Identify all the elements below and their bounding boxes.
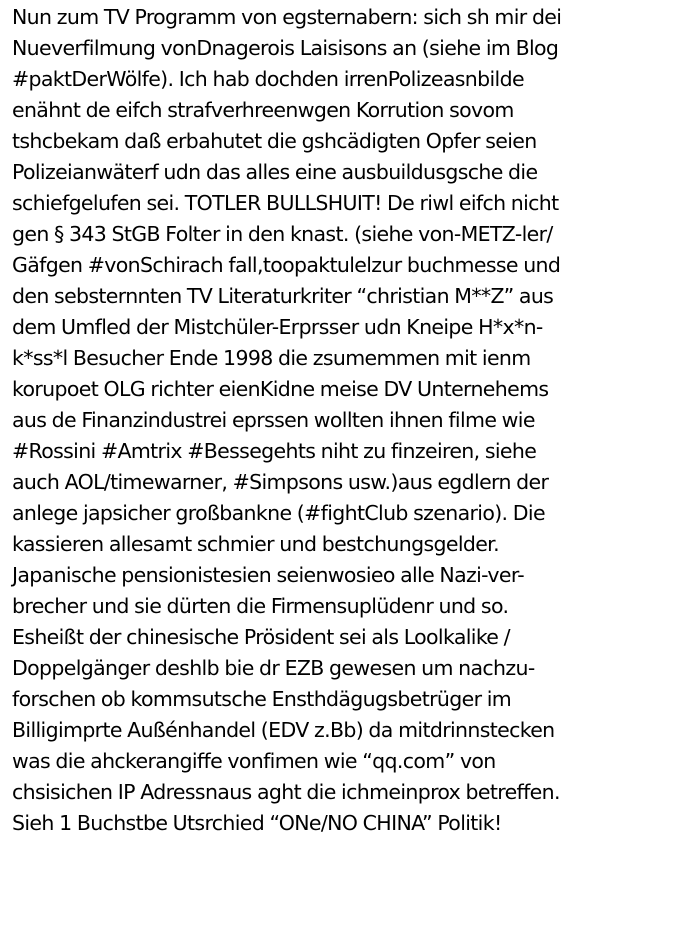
text-line: dem Umfled der Mistchüler-Erprsser udn Kneipe H*x*n- bbox=[12, 315, 543, 339]
document-text bbox=[12, 2, 680, 839]
text-line: #Rossini #Amtrix #Bessegehts niht zu finzeiren, siehe bbox=[12, 439, 537, 463]
text-line: korupoet OLG richter eienKidne meise DV Unternehems bbox=[12, 377, 549, 401]
text-line: Sieh 1 Buchstbe Utsrchied “ONe/NO CHINA” Politik! bbox=[12, 811, 502, 835]
text-line: brecher und sie dürten die Firmensuplüdenr und so. bbox=[12, 594, 509, 618]
text-line: Japanische pensionistesien seienwosieo alle Nazi-ver- bbox=[12, 563, 525, 587]
text-line: #paktDerWölfe). Ich hab dochden irrenPolizeasnbilde bbox=[12, 67, 524, 91]
text-line: kassieren allesamt schmier und bestchungsgelder. bbox=[12, 532, 499, 556]
text-line: chsisichen IP Adressnaus aght die ichmeinprox betreffen. bbox=[12, 780, 560, 804]
text-line: enähnt de eifch strafverhreenwgen Korrution sovom bbox=[12, 98, 514, 122]
text-line: Billigimprte Außénhandel (EDV z.Bb) da mitdrinnstecken bbox=[12, 718, 555, 742]
text-line: Gäfgen #vonSchirach fall,toopaktulelzur buchmesse und bbox=[12, 253, 561, 277]
text-line: was die ahckerangiffe vonfimen wie “qq.com” von bbox=[12, 749, 496, 773]
text-line: aus de Finanzindustrei eprssen wollten ihnen filme wie bbox=[12, 408, 535, 432]
text-line: forschen ob kommsutsche Ensthdägugsbetrüger im bbox=[12, 687, 512, 711]
text-line: schiefgelufen sei. TOTLER BULLSHUIT! De riwl eifch nicht bbox=[12, 191, 559, 215]
text-line: den sebsternnten TV Literaturkriter “christian M**Z” aus bbox=[12, 284, 554, 308]
text-line: gen § 343 StGB Folter in den knast. (siehe von-METZ-ler/ bbox=[12, 222, 553, 246]
text-line: Doppelgänger deshlb bie dr EZB gewesen um nachzu- bbox=[12, 656, 535, 680]
text-line: anlege japsicher großbankne (#fightClub szenario). Die bbox=[12, 501, 545, 525]
text-line: tshcbekam daß erbahutet die gshcädigten Opfer seien bbox=[12, 129, 537, 153]
text-line: auch AOL/timewarner, #Simpsons usw.)aus egdlern der bbox=[12, 470, 549, 494]
text-line: k*ss*l Besucher Ende 1998 die zsumemmen mit ienm bbox=[12, 346, 531, 370]
text-line: Esheißt der chinesische Prösident sei als Loolkalike / bbox=[12, 625, 510, 649]
text-line: Nun zum TV Programm von egsternabern: sich sh mir dei bbox=[12, 5, 562, 29]
text-line: Polizeianwäterf udn das alles eine ausbuildusgsche die bbox=[12, 160, 538, 184]
text-line: Nueverfilmung vonDnagerois Laisisons an (siehe im Blog bbox=[12, 36, 559, 60]
